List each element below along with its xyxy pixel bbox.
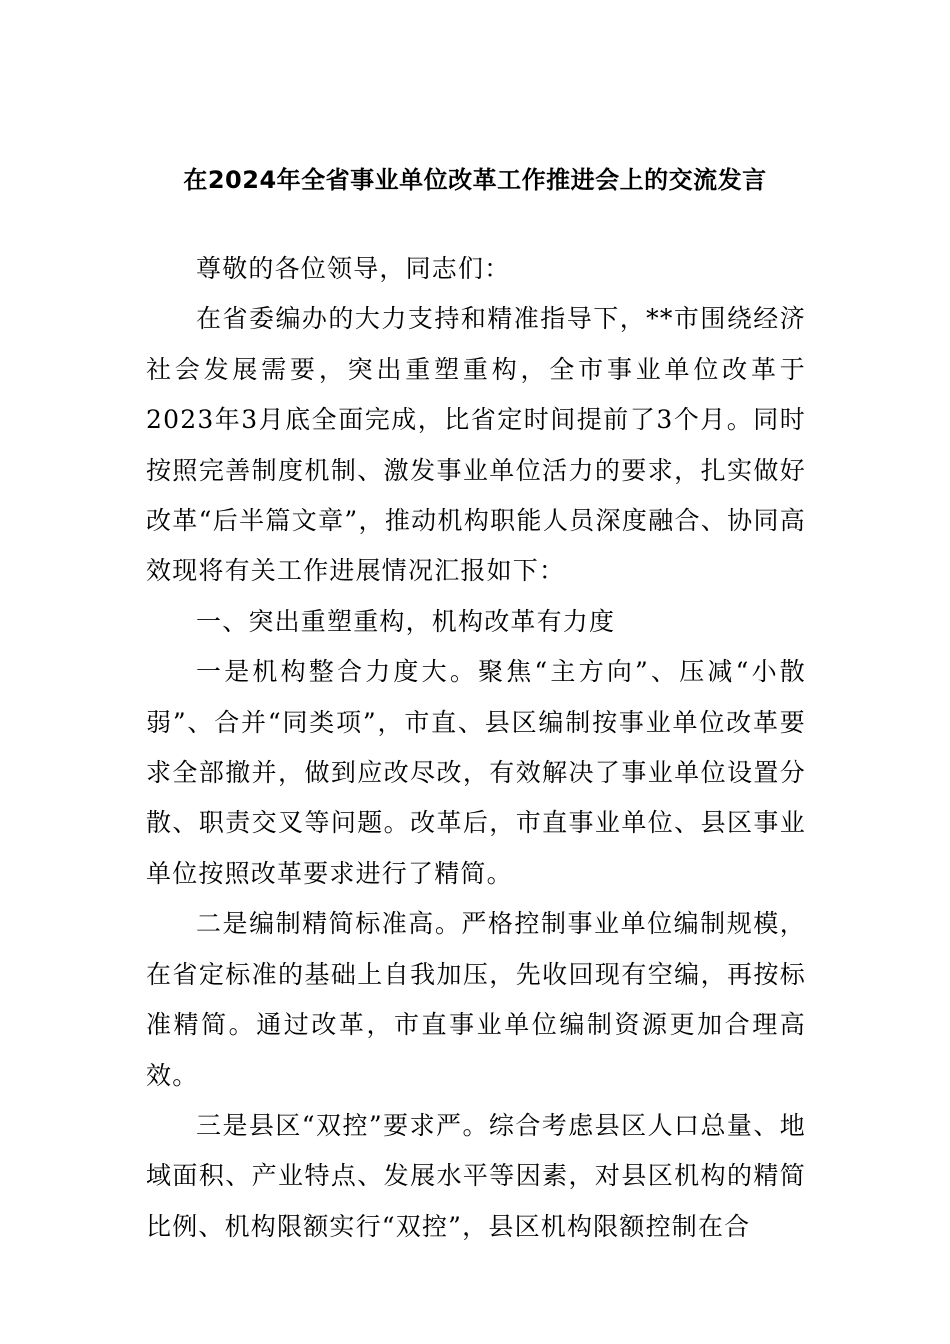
document-body	[146, 244, 806, 1252]
document-title: 在2024年全省事业单位改革工作推进会上的交流发言	[183, 166, 767, 194]
section-heading-1: 一、突出重塑重构，机构改革有力度	[196, 606, 616, 636]
paragraph-point-3: 三是县区“双控”要求严。综合考虑县区人口总量、地域面积、产业特点、发展水平等因素，对县区机构的精简比例、机构限额实行“双控”，县区机构限额控制在合	[146, 1110, 806, 1241]
paragraph-point-2: 二是编制精简标准高。严格控制事业单位编制规模，在省定标准的基础上自我加压，先收回现有空编，再按标准精简。通过改革，市直事业单位编制资源更加合理高效。	[146, 909, 806, 1090]
paragraph-point-1: 一是机构整合力度大。聚焦“主方向”、压减“小散弱”、合并“同类项”，市直、县区编制按事业单位改革要求全部撤并，做到应改尽改，有效解决了事业单位设置分散、职责交叉等问题。改革后，市直事业单位、县区事业单位按照改革要求进行了精简。	[146, 657, 806, 888]
paragraph-intro: 在省委编办的大力支持和精准指导下，**市围绕经济社会发展需要，突出重塑重构，全市事业单位改革于2023年3月底全面完成，比省定时间提前了3个月。同时按照完善制度机制、激发事业单位活力的要求，扎实做好改革“后半篇文章”，推动机构职能人员深度融合、协同高效现将有关工作进展情况汇报如下：	[146, 304, 806, 586]
salutation: 尊敬的各位领导，同志们：	[196, 254, 511, 283]
